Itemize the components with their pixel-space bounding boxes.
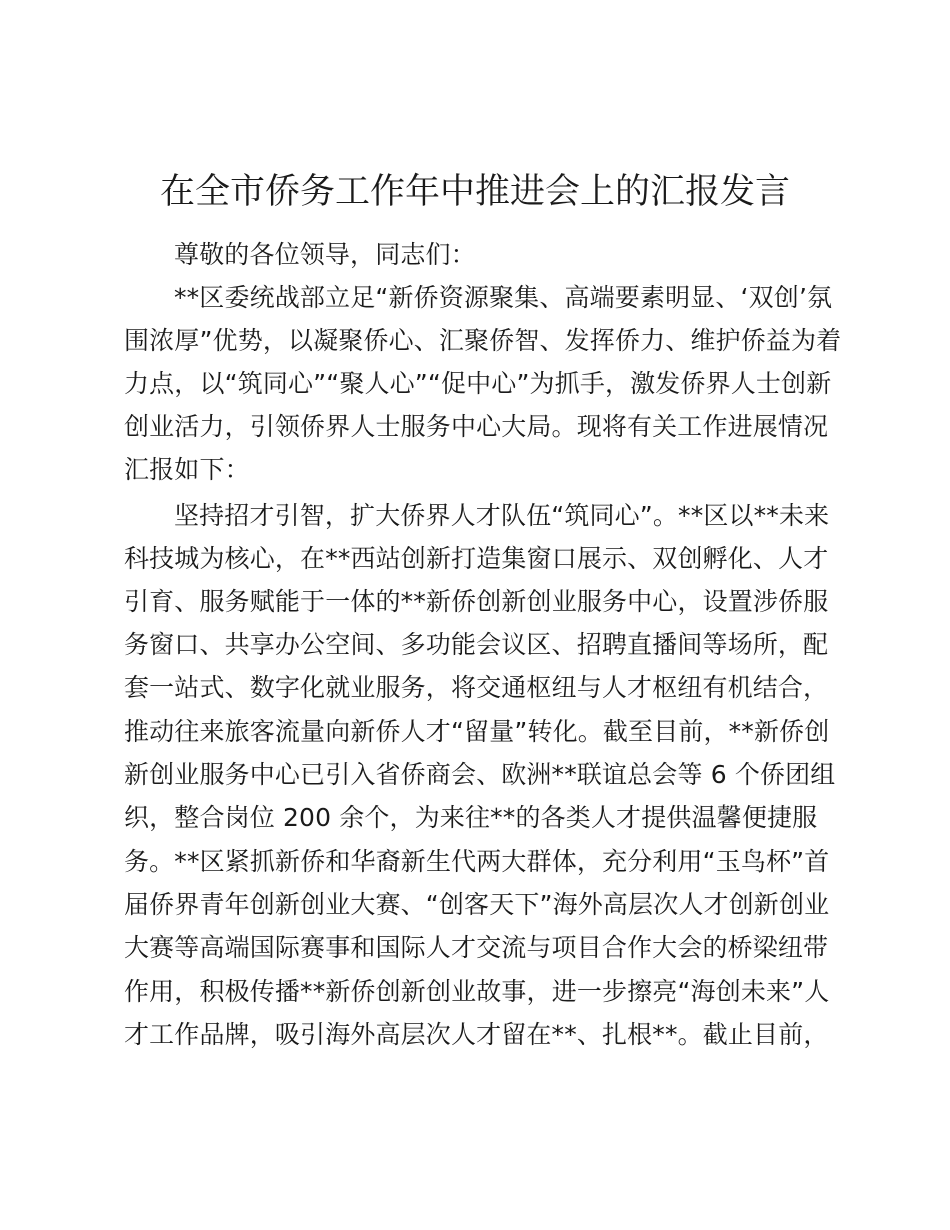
paragraph-line: 务窗口、共享办公空间、多功能会议区、招聘直播间等场所，配 <box>124 630 829 659</box>
paragraph-line: 务。**区紧抓新侨和华裔新生代两大群体，充分利用“玉鸟杯”首 <box>124 847 830 876</box>
paragraph-line: 大赛等高端国际赛事和国际人才交流与项目合作大会的桥梁纽带 <box>124 933 829 962</box>
paragraph-line: 届侨界青年创新创业大赛、“创客天下”海外高层次人才创新创业 <box>124 890 830 919</box>
paragraph-line: 科技城为核心，在**西站创新打造集窗口展示、双创孵化、人才 <box>124 544 829 573</box>
paragraph-line: 推动往来旅客流量向新侨人才“留量”转化。截至目前，**新侨创 <box>124 717 830 746</box>
paragraph-line: **区委统战部立足“新侨资源聚集、高端要素明显、‘双创’氛 <box>174 283 833 312</box>
paragraph-line: 创业活力，引领侨界人士服务中心大局。现将有关工作进展情况 <box>124 412 829 441</box>
paragraph-line: 织，整合岗位 200 余个，为来往**的各类人才提供温馨便捷服 <box>124 803 818 832</box>
paragraph-line: 引育、服务赋能于一体的**新侨创新创业服务中心，设置涉侨服 <box>124 587 829 616</box>
paragraph-line: 坚持招才引智，扩大侨界人才队伍“筑同心”。**区以**未来 <box>174 501 830 530</box>
paragraph-line: 围浓厚”优势，以凝聚侨心、汇聚侨智、发挥侨力、维护侨益为着 <box>124 326 842 355</box>
paragraph-line: 力点，以“筑同心”“聚人心”“促中心”为抓手，激发侨界人士创新 <box>124 369 832 398</box>
paragraph-line: 汇报如下： <box>124 455 250 484</box>
paragraph-line: 才工作品牌，吸引海外高层次人才留在**、扎根**。截止目前， <box>124 1020 829 1049</box>
paragraph-line: 新创业服务中心已引入省侨商会、欧洲**联谊总会等 6 个侨团组 <box>124 760 836 789</box>
paragraph-line: 套一站式、数字化就业服务，将交通枢纽与人才枢纽有机结合， <box>124 673 829 702</box>
document-title: 在全市侨务工作年中推进会上的汇报发言 <box>159 172 790 212</box>
salutation-line: 尊敬的各位领导，同志们： <box>174 240 476 269</box>
paragraph-line: 作用，积极传播**新侨创新创业故事，进一步擦亮“海创未来”人 <box>124 977 830 1006</box>
